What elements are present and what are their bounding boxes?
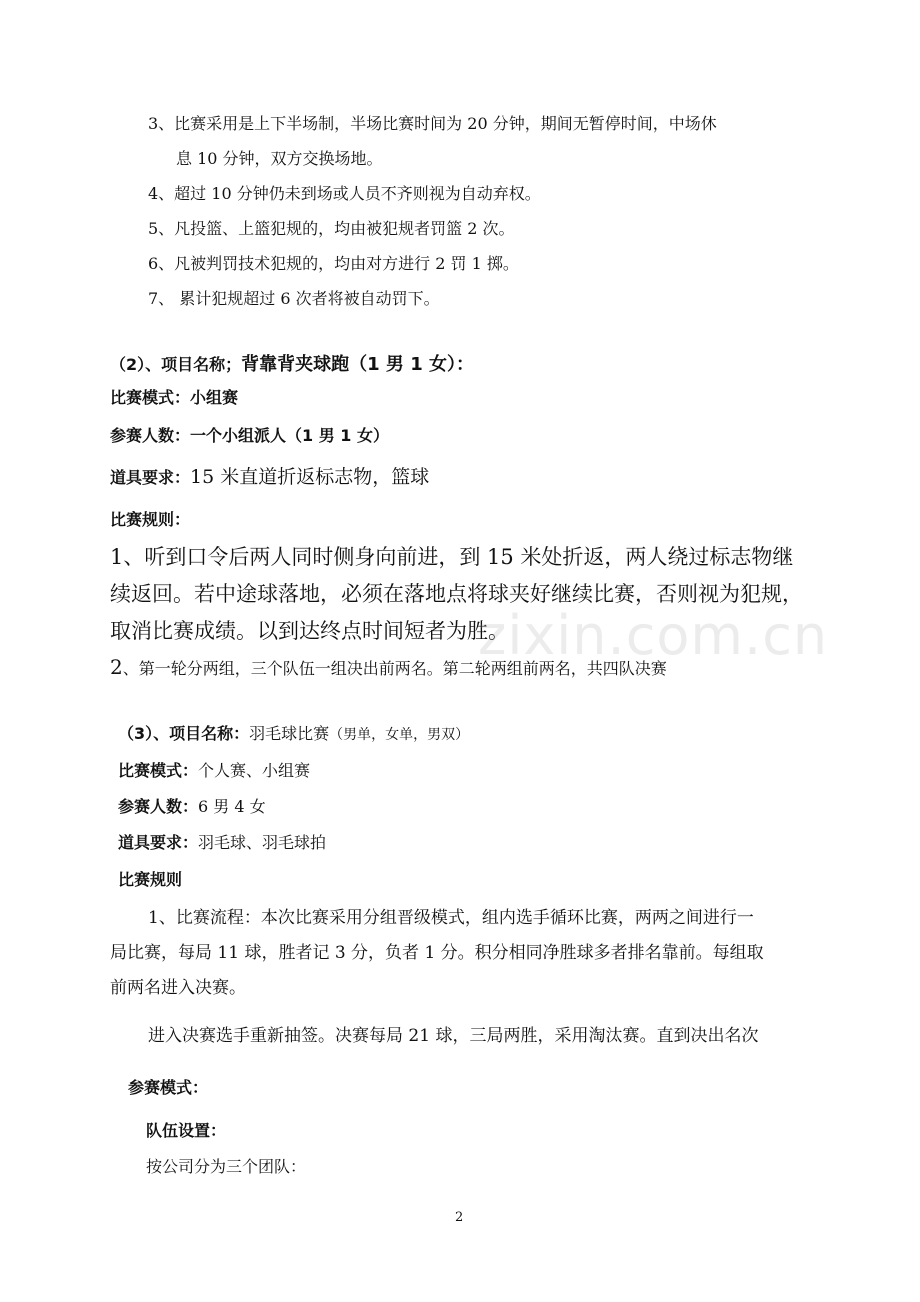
page-number: 2 [455,1210,464,1225]
item3-people-value: 6 男 4 女 [198,797,266,816]
item2-rules-label: 比赛规则： [110,510,191,529]
item3-mode-value: 个人赛、小组赛 [198,761,311,780]
item3-heading [118,726,469,742]
item3-rules-label: 比赛规则 [118,870,183,889]
item3-title-note: （男单，女单，男双） [329,727,470,743]
rule-3: 3、比赛采用是上下半场制，半场比赛时间为 20 分钟，期间无暂停时间，中场休 [148,114,717,133]
item2-props-value: 15 米直道折返标志物，篮球 [190,466,430,488]
item2-people [110,428,389,444]
rule-3-cont: 息 10 分钟，双方交换场地。 [176,149,383,168]
team-setup-heading: 队伍设置： [146,1121,227,1140]
item3-title-value: 羽毛球比赛 [249,724,330,743]
item2-props-label: 道具要求： [110,468,191,487]
item2-rule1-line3: 取消比赛成绩。以到达终点时间短者为胜。 [110,619,509,643]
item2-title-prefix: （2）、项目名称； [110,355,242,374]
item2-mode-label: 比赛模式： [110,388,191,407]
rule-5: 5、凡投篮、上篮犯规的，均由被犯规者罚篮 2 次。 [148,219,515,238]
rule-4: 4、超过 10 分钟仍未到场或人员不齐则视为自动弃权。 [148,184,541,203]
item3-props-value: 羽毛球、羽毛球拍 [198,833,327,852]
item2-people-label: 参赛人数： [110,426,191,445]
item3-people [118,799,266,815]
item2-rule2-num: 2 [110,655,123,679]
item2-people-value: 一个小组派人（1 男 1 女） [190,426,389,445]
item2-rule2 [110,657,667,677]
item2-mode-value: 小组赛 [190,388,239,407]
item2-title-main: 背靠背夹球跑（1 男 1 女）： [241,354,474,375]
item3-mode [118,763,310,779]
item3-rule2: 进入决赛选手重新抽签。决赛每局 21 球，三局两胜，采用淘汰赛。直到决出名次 [148,1026,759,1046]
item3-props-label: 道具要求： [118,833,199,852]
item2-rule1-line2: 续返回。若中途球落地，必须在落地点将球夹好继续比赛，否则视为犯规， [110,582,803,606]
item3-people-label: 参赛人数： [118,797,199,816]
item3-rule1-line1: 1、比赛流程：本次比赛采用分组晋级模式，组内选手循环比赛，两两之间进行一 [148,908,754,928]
team-setup-text: 按公司分为三个团队： [146,1157,307,1176]
item2-mode [110,390,238,406]
item2-rule2-text: 、第一轮分两组，三个队伍一组决出前两名。第二轮两组前两名，共四队决赛 [122,659,667,678]
item3-props [118,835,326,851]
item2-rule1-line1: 1、听到口令后两人同时侧身向前进，到 15 米处折返，两人绕过标志物继 [110,545,794,569]
item3-mode-label: 比赛模式： [118,761,199,780]
item2-props [110,468,429,487]
participation-heading: 参赛模式： [128,1078,209,1097]
rule-6: 6、凡被判罚技术犯规的，均由对方进行 2 罚 1 掷。 [148,254,519,273]
item3-rule1-line3: 前两名进入决赛。 [110,978,246,998]
item3-rule1-line2: 局比赛，每局 11 球，胜者记 3 分，负者 1 分。积分相同净胜球多者排名靠前。每组取 [110,943,764,963]
watermark: zixin.com.cn [478,604,829,667]
item2-heading [110,356,474,374]
rule-7: 7、 累计犯规超过 6 次者将被自动罚下。 [148,289,440,308]
item3-title-label: （3）、项目名称： [118,724,250,743]
